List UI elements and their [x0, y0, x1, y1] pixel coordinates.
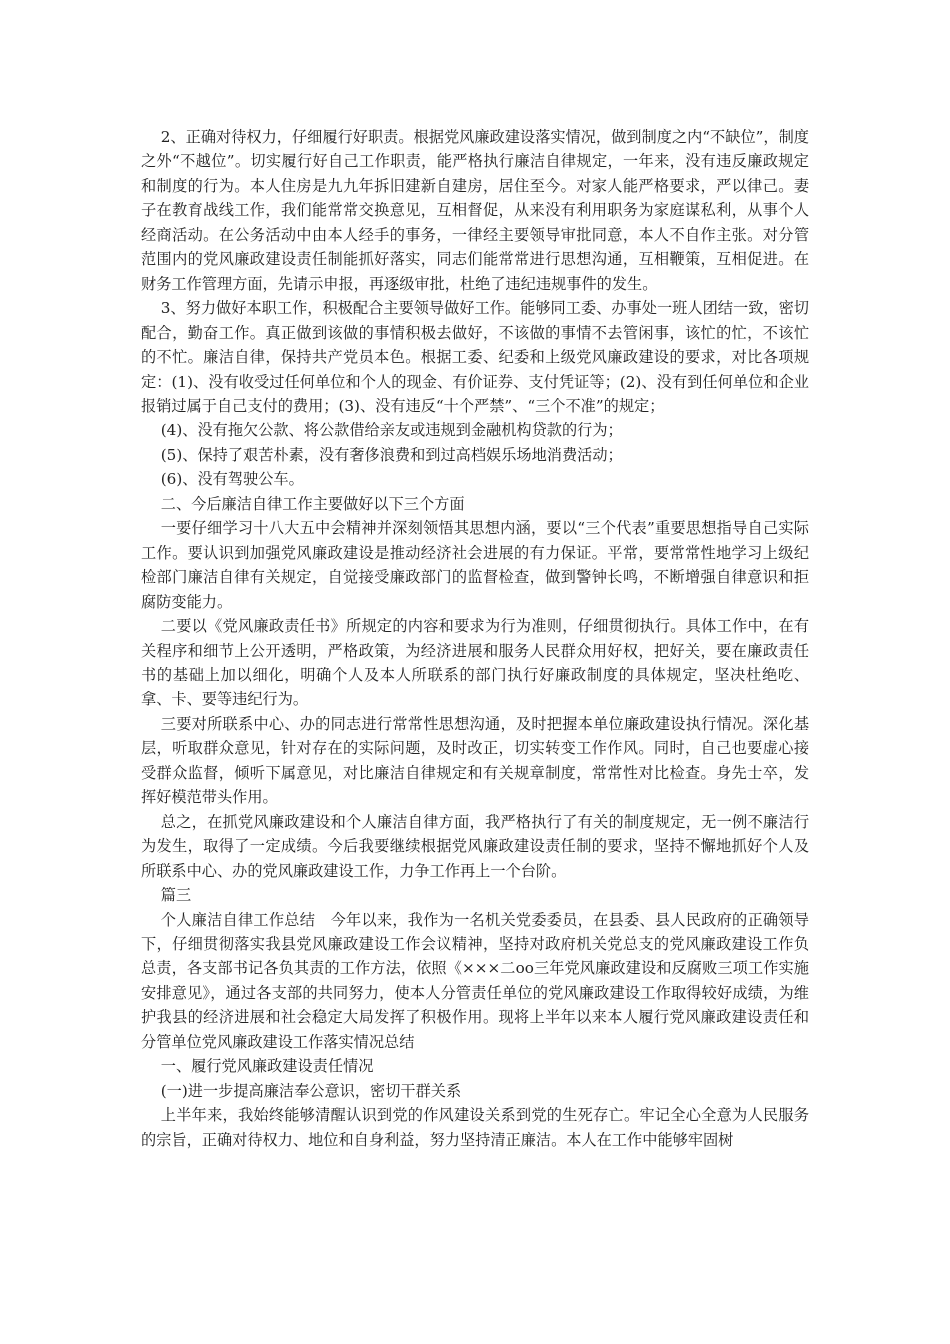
paragraph-second-requirement: 二要以《党风廉政责任书》所规定的内容和要求为行为准则，仔细贯彻执行。具体工作中，在有关程序和细节上公开透明，严格政策，为经济进展和服务人民群众用好权，把好关，要在廉政责任书的基础上加以细化，明确个人及本人所联系的部门执行好廉政制度的具体规定，坚决杜绝吃、拿、卡、要等违纪行为。 [141, 617, 809, 709]
section-heading-responsibility: 一、履行党风廉政建设责任情况 [160, 1057, 374, 1076]
paragraph-list-item-4: (4)、没有拖欠公款、将公款借给亲友或违规到金融机构贷款的行为； [160, 421, 623, 440]
paragraph-item-3: 3、努力做好本职工作，积极配合主要领导做好工作。能够同工委、办事处一班人团结一致，密切配合，勤奋工作。真正做到该做的事情积极去做好，不该做的事情不去管闲事，该忙的忙，不该忙的不忙。廉洁自律，保持共产党员本色。根据工委、纪委和上级党风廉政建设的要求，对比各项规定：(1)、没有收受过任何单位和个人的现金、有价证券、支付凭证等；(2)、没有到任何单位和企业报销过属于自己支付的费用；(3)、没有违反“十个严禁”、“三个不准”的规定； [141, 299, 809, 415]
paragraph-part-three-intro: 个人廉洁自律工作总结 今年以来，我作为一名机关党委委员，在县委、县人民政府的正确领导下，仔细贯彻落实我县党风廉政建设工作会议精神，坚持对政府机关党总支的党风廉政建设工作负总责，各支部书记各负其责的工作方法，依照《×××二oo三年党风廉政建设和反腐败三项工作实施安排意见》，通过各支部的共同努力，使本人分管责任单位的党风廉政建设工作取得较好成绩，为维护我县的经济进展和社会稳定大局发挥了积极作用。现将上半年以来本人履行党风廉政建设责任和分管单位党风廉政建设工作落实情况总结 [141, 910, 809, 1051]
paragraph-list-item-6: (6)、没有驾驶公车。 [160, 470, 304, 489]
document-page [141, 125, 809, 1152]
paragraph-third-requirement: 三要对所联系中心、办的同志进行常常性思想沟通，及时把握本单位廉政建设执行情况。深化基层，听取群众意见，针对存在的实际问题，及时改正，切实转变工作作风。同时，自己也要虚心接受群众监督，倾听下属意见，对比廉洁自律规定和有关规章制度，常常性对比检查。身先士卒，发挥好模范带头作用。 [141, 714, 809, 807]
subsection-heading-integrity: (一)进一步提高廉洁奉公意识，密切干群关系 [160, 1081, 462, 1100]
chapter-heading-part-three: 篇三 [160, 886, 192, 905]
section-heading-future-work: 二、今后廉洁自律工作主要做好以下三个方面 [160, 494, 465, 513]
paragraph-item-2: 2、正确对待权力，仔细履行好职责。根据党风廉政建设落实情况，做到制度之内“不缺位”，制度之外“不越位”。切实履行好自己工作职责，能严格执行廉洁自律规定，一年来，没有违反廉政规定和制度的行为。本人住房是九九年拆旧建新自建房，居住至今。对家人能严格要求，严以律己。妻子在教育战线工作，我们能常常交换意见，互相督促，从来没有利用职务为家庭谋私利，从事个人经商活动。在公务活动中由本人经手的事务，一律经主要领导审批同意，本人不自作主张。对分管范围内的党风廉政建设责任制能抓好落实，同志们能常常进行思想沟通，互相鞭策，互相促进。在财务工作管理方面，先请示申报，再逐级审批，杜绝了违纪违规事件的发生。 [141, 128, 809, 293]
paragraph-first-half-year: 上半年来，我始终能够清醒认识到党的作风建设关系到党的生死存亡。牢记全心全意为人民服务的宗旨，正确对待权力、地位和自身利益，努力坚持清正廉洁。本人在工作中能够牢固树 [141, 1106, 809, 1149]
paragraph-list-item-5: (5)、保持了艰苦朴素，没有奢侈浪费和到过高档娱乐场地消费活动； [160, 445, 623, 464]
paragraph-first-requirement: 一要仔细学习十八大五中会精神并深刻领悟其思想内涵，要以“三个代表”重要思想指导自己实际工作。要认识到加强党风廉政建设是推动经济社会进展的有力保证。平常，要常常性地学习上级纪检部门廉洁自律有关规定，自觉接受廉政部门的监督检查，做到警钟长鸣，不断增强自律意识和拒腐防变能力。 [141, 519, 809, 611]
paragraph-summary: 总之，在抓党风廉政建设和个人廉洁自律方面，我严格执行了有关的制度规定，无一例不廉洁行为发生，取得了一定成绩。今后我要继续根据党风廉政建设责任制的要求，坚持不懈地抓好个人及所联系中心、办的党风廉政建设工作，力争工作再上一个台阶。 [141, 812, 809, 880]
